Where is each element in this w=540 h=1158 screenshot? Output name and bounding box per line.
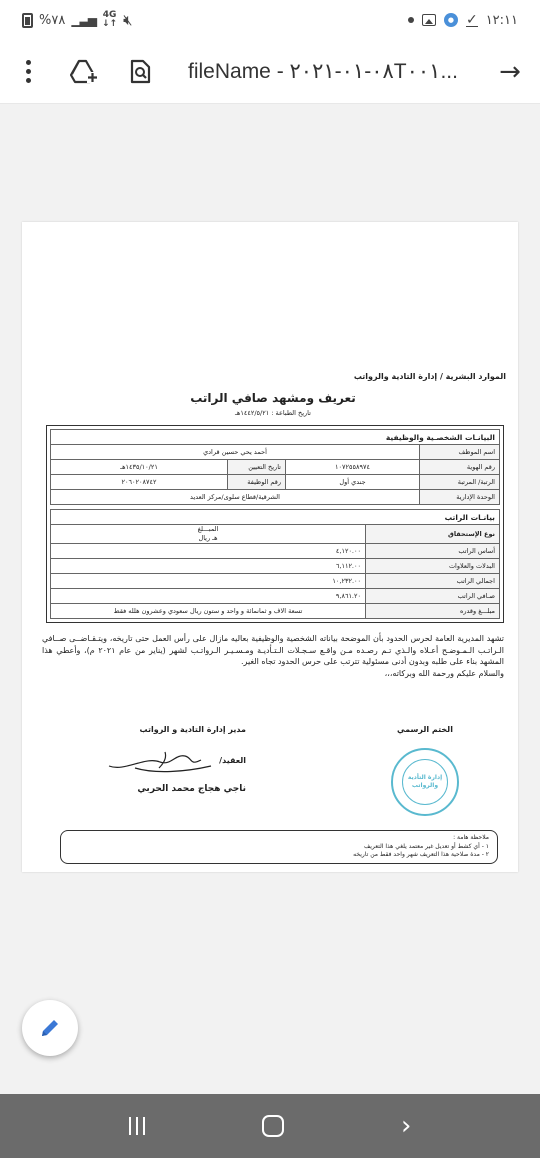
job-no-label: رقم الوظيفة [228,475,286,490]
salary-row-amount: ١٠,٢٣٢.٠٠ [51,574,366,589]
signature-icon [105,746,215,774]
name-label: اسم الموظف [420,445,500,460]
closing-text: والسلام عليكم ورحمة الله وبركاته،،، [384,668,504,678]
official-stamp [391,748,459,816]
hire-date-value: ١٤٣٥/١٠/٢١هـ [51,460,228,475]
download-done-icon: ✓ [465,11,478,28]
arrow-forward-icon: → [499,56,521,87]
salary-section-heading: بيانـات الراتب [51,510,500,525]
add-to-drive-button[interactable] [56,59,112,85]
rank-label: الرتبة/ المرتبة [420,475,500,490]
chevron-right-icon: › [400,1111,412,1141]
salary-row-label: اجمالي الراتب [366,574,500,589]
type-header: نوع الإستحقاق [366,525,500,544]
note-item: ١ - أي كشط أو تعديل غير معتمد يلغي هذا التعريف [364,842,489,850]
name-value: أحمد يحي حسين قرادي [51,445,420,460]
table-row [51,544,500,559]
battery-level: %٧٨ [39,12,66,28]
system-nav-bar [0,1094,540,1158]
app-toolbar [0,40,540,104]
amount-subheader: هـ ريال [198,534,218,542]
search-in-file-button[interactable] [112,59,168,85]
messenger-icon: ● [444,13,458,27]
rank-title: العقيد/ [219,755,246,765]
back-button[interactable] [401,1111,411,1141]
signature-section [40,725,506,816]
salary-row-label: أساس الراتب [366,544,500,559]
personal-section-heading: البيانـات الشخصـية والوظيفية [51,430,500,445]
stamp-block [350,725,500,816]
salary-row-amount: ٤,١٢٠.٠٠ [51,544,366,559]
data-box [46,425,504,623]
personal-info-table [50,429,500,505]
certification-text: تشهد المديرية العامة لحرس الحدود بأن الموضحة بياناته الشخصية والوظيفية بعاليه مازال على رأس العمل حتى تاريخه، ويتـقـاضــى صــافي الـراتـب الـمـوضـح أعـلاه والـذي تـم رصـده مـن واقـع سـجـلات الـتـأديـة ومـسـيـر الـرواتـب لشهر (يناير من عام ٢٠٢١ م)، وأعطي هذا المشهد بناء على طلبه وبدون أدنى مسئولية تترتب على حرس الحدود تجاه الغير. والسلام عليكم ورحمة الله وبركاته،،، [42,634,504,678]
status-bar [0,0,540,40]
salary-row-amount: ٩,٨٦١.٢٠ [51,589,366,604]
job-no-value: ٢٠٦٠٢٠٨٧٤٢ [51,475,228,490]
salary-row-label: صـافي الراتب [366,589,500,604]
recent-apps-button[interactable] [129,1117,145,1135]
table-row [51,574,500,589]
document-page[interactable] [22,222,518,872]
rank-value: جندي أول [286,475,420,490]
document-title: تعريف ومشهد صافي الراتب [190,391,356,405]
open-external-button[interactable] [480,57,540,87]
more-vert-icon [26,60,31,83]
notes-box [60,830,498,864]
salary-table [50,509,500,619]
edit-button[interactable] [22,1000,78,1056]
id-value: ١٠٧٢٥٥٨٩٧٤ [286,460,420,475]
id-label: رقم الهوية [420,460,500,475]
notification-dot-icon [408,17,414,23]
signal-icon: ▁▃▅ [71,13,97,27]
add-to-drive-icon [70,59,98,85]
document-content [40,372,506,864]
stamp-label: الختم الرسمي [397,725,453,734]
stamp-text: إدارة التأدية والرواتب [402,759,448,805]
overflow-menu-button[interactable] [0,60,56,83]
pencil-icon [38,1016,62,1040]
table-row [51,559,500,574]
amount-words-value: تسعة الاف و ثمانمائة و واحد و ستون ريال سعودي وعشرون هلله فقط [51,604,366,619]
unit-value: الشرقية/قطاع سلوى/مركز العديد [51,490,420,505]
file-title: fileName - ٠٨-٠١-٢٠٢١T٠٠١... [188,60,458,83]
unit-label: الوحدة الإدارية [420,490,500,505]
salary-row-label: البدلات والعلاوات [366,559,500,574]
clock: ١٢:١١ [485,12,518,28]
amount-words-label: مبلـــغ وقدره [366,604,500,619]
image-icon [422,14,436,26]
battery-icon [22,13,33,28]
print-date: تاريخ الطباعة : ١٤٤٢/٥/٢١هـ [235,409,311,417]
amount-header: المبـــلغ هـ ريال [51,525,366,544]
note-item: ٢ - مدة صلاحية هذا التعريف شهر واحد فقط من تاريخه [353,851,489,858]
department-header: الموارد البشرية / إدارة التادية والرواتب [353,372,506,381]
mute-icon: 🔇︎ [123,11,133,29]
notes-heading: ملاحظة هامة : [453,834,489,841]
network-type: 4G ↓↑ [102,10,118,29]
salary-row-amount: ٦,١١٢.٠٠ [51,559,366,574]
table-row [51,589,500,604]
hire-date-label: تاريخ التعيين [228,460,286,475]
table-row [51,604,500,619]
manager-name: ناجي هجاج محمد الحربي [137,784,246,794]
find-in-page-icon [129,59,151,85]
home-button[interactable] [262,1115,284,1137]
manager-block [46,725,246,816]
manager-label: مدير إدارة التادية و الرواتب [139,725,246,734]
